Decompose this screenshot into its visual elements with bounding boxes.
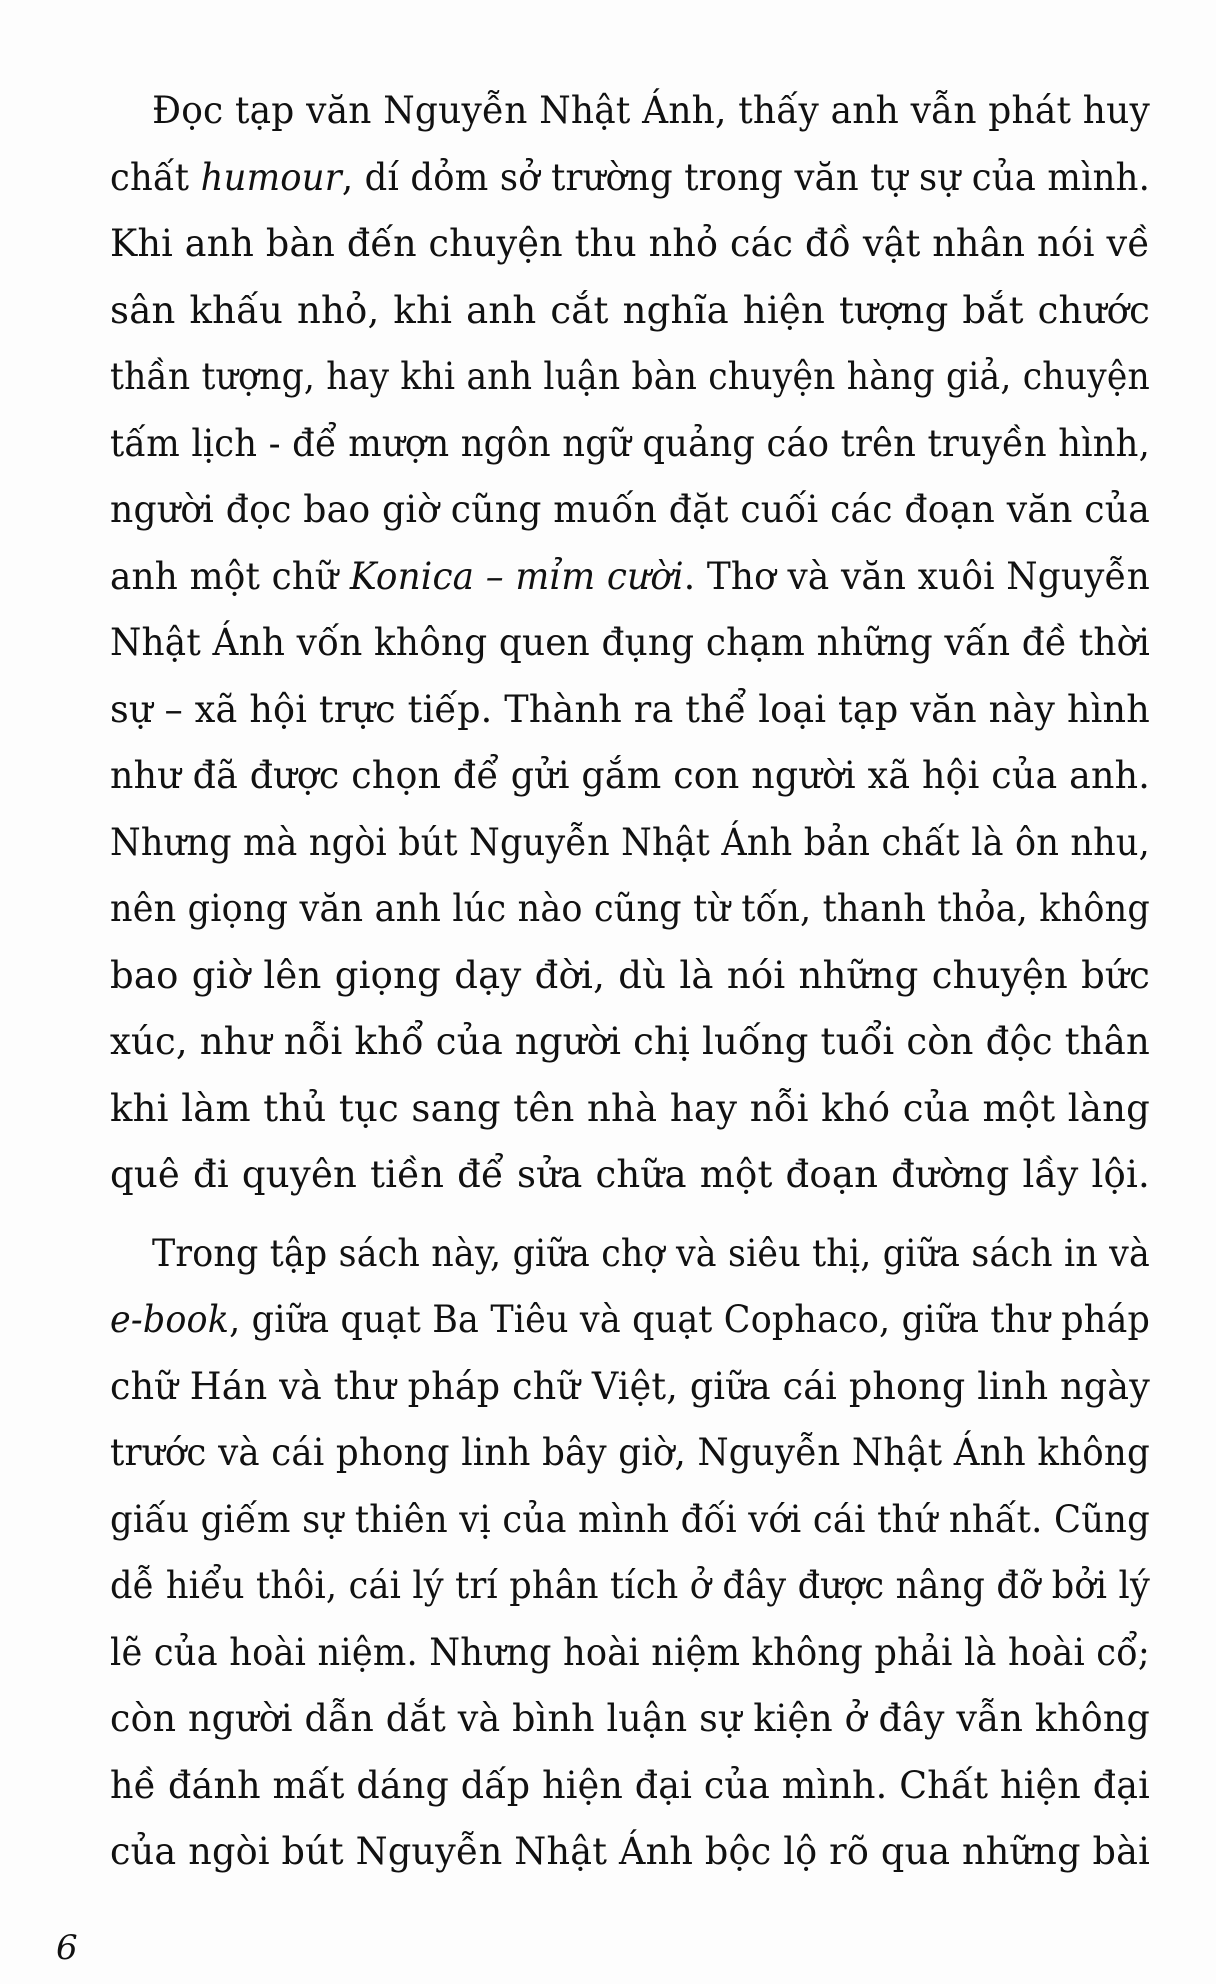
text-run: Nhật Ánh vốn không quen đụng chạm những vấn đề thời — [110, 621, 1150, 664]
text-line — [110, 677, 1150, 744]
text-run: anh một chữ — [110, 554, 350, 598]
text-run: giấu giếm sự thiên vị của mình đối với cái thứ nhất. Cũng — [110, 1497, 1150, 1541]
text-run: nên giọng văn anh lúc nào cũng từ tốn, thanh thỏa, không — [110, 887, 1150, 930]
paragraph — [110, 78, 1150, 1209]
text-line — [110, 1819, 1150, 1886]
text-line — [110, 1753, 1150, 1820]
italic-text: humour — [200, 155, 342, 199]
paragraph — [110, 1221, 1150, 1886]
text-run: tấm lịch - để mượn ngôn ngữ quảng cáo trên truyền hình, — [110, 421, 1150, 465]
text-line — [110, 211, 1150, 278]
text-line — [110, 743, 1150, 810]
text-run: sân khấu nhỏ, khi anh cắt nghĩa hiện tượng bắt chước — [110, 288, 1150, 332]
text-run: Khi anh bàn đến chuyện thu nhỏ các đồ vật nhân nói về — [110, 222, 1150, 265]
text-run: trước và cái phong linh bây giờ, Nguyễn Nhật Ánh không — [110, 1431, 1150, 1474]
text-line — [110, 1620, 1150, 1687]
text-line — [110, 145, 1150, 212]
body-text — [110, 78, 1150, 1886]
text-run: như đã được chọn để gửi gắm con người xã hội của anh. — [110, 754, 1150, 797]
text-line — [110, 1686, 1150, 1753]
text-run: chữ Hán và thư pháp chữ Việt, giữa cái phong linh ngày — [110, 1364, 1150, 1408]
text-line — [110, 1221, 1150, 1288]
text-line — [110, 876, 1150, 943]
italic-text: e-book — [110, 1298, 230, 1341]
text-run: Đọc tạp văn Nguyễn Nhật Ánh, thấy anh vẫn phát huy — [152, 89, 1150, 132]
text-run: quê đi quyên tiền để sửa chữa một đoạn đường lầy lội. — [110, 1153, 1150, 1196]
text-line — [110, 1287, 1150, 1354]
text-line — [110, 1354, 1150, 1421]
text-line — [110, 1076, 1150, 1143]
text-line — [110, 1142, 1150, 1209]
text-line — [110, 610, 1150, 677]
text-run: . Thơ và văn xuôi Nguyễn — [683, 554, 1150, 598]
text-run: thần tượng, hay khi anh luận bàn chuyện hàng giả, chuyện — [110, 355, 1150, 398]
italic-text: Konica – mỉm cười — [349, 554, 684, 598]
text-run: , dí dỏm sở trường trong văn tự sự của mình. — [341, 155, 1151, 199]
text-run: hề đánh mất dáng dấp hiện đại của mình. Chất hiện đại — [110, 1763, 1150, 1807]
text-line — [110, 411, 1150, 478]
text-run: Trong tập sách này, giữa chợ và siêu thị, giữa sách in và — [152, 1231, 1150, 1275]
text-run: xúc, như nỗi khổ của người chị luống tuổi còn độc thân — [110, 1020, 1150, 1063]
text-run: chất — [110, 155, 201, 199]
text-run: dễ hiểu thôi, cái lý trí phân tích ở đây được nâng đỡ bởi lý — [110, 1564, 1150, 1607]
text-line — [110, 1009, 1150, 1076]
text-line — [110, 1487, 1150, 1554]
text-line — [110, 344, 1150, 411]
text-line — [110, 278, 1150, 345]
text-run: , giữa quạt Ba Tiêu và quạt Cophaco, giữa thư pháp — [229, 1298, 1150, 1341]
text-run: lẽ của hoài niệm. Nhưng hoài niệm không phải là hoài cổ; — [110, 1630, 1150, 1674]
text-run: người đọc bao giờ cũng muốn đặt cuối các đoạn văn của — [110, 488, 1150, 531]
text-run: Nhưng mà ngòi bút Nguyễn Nhật Ánh bản chất là ôn nhu, — [110, 820, 1150, 864]
text-run: khi làm thủ tục sang tên nhà hay nỗi khó của một làng — [110, 1086, 1150, 1130]
text-run: bao giờ lên giọng dạy đời, dù là nói những chuyện bức — [110, 953, 1150, 997]
text-line — [110, 477, 1150, 544]
text-run: sự – xã hội trực tiếp. Thành ra thể loại tạp văn này hình — [110, 687, 1150, 731]
text-line — [110, 544, 1150, 611]
text-line — [110, 78, 1150, 145]
text-line — [110, 943, 1150, 1010]
text-run: còn người dẫn dắt và bình luận sự kiện ở đây vẫn không — [110, 1697, 1150, 1740]
text-line — [110, 1553, 1150, 1620]
text-line — [110, 810, 1150, 877]
text-line — [110, 1420, 1150, 1487]
page-number: 6 — [56, 1928, 78, 1968]
text-run: của ngòi bút Nguyễn Nhật Ánh bộc lộ rõ qua những bài — [110, 1830, 1150, 1873]
